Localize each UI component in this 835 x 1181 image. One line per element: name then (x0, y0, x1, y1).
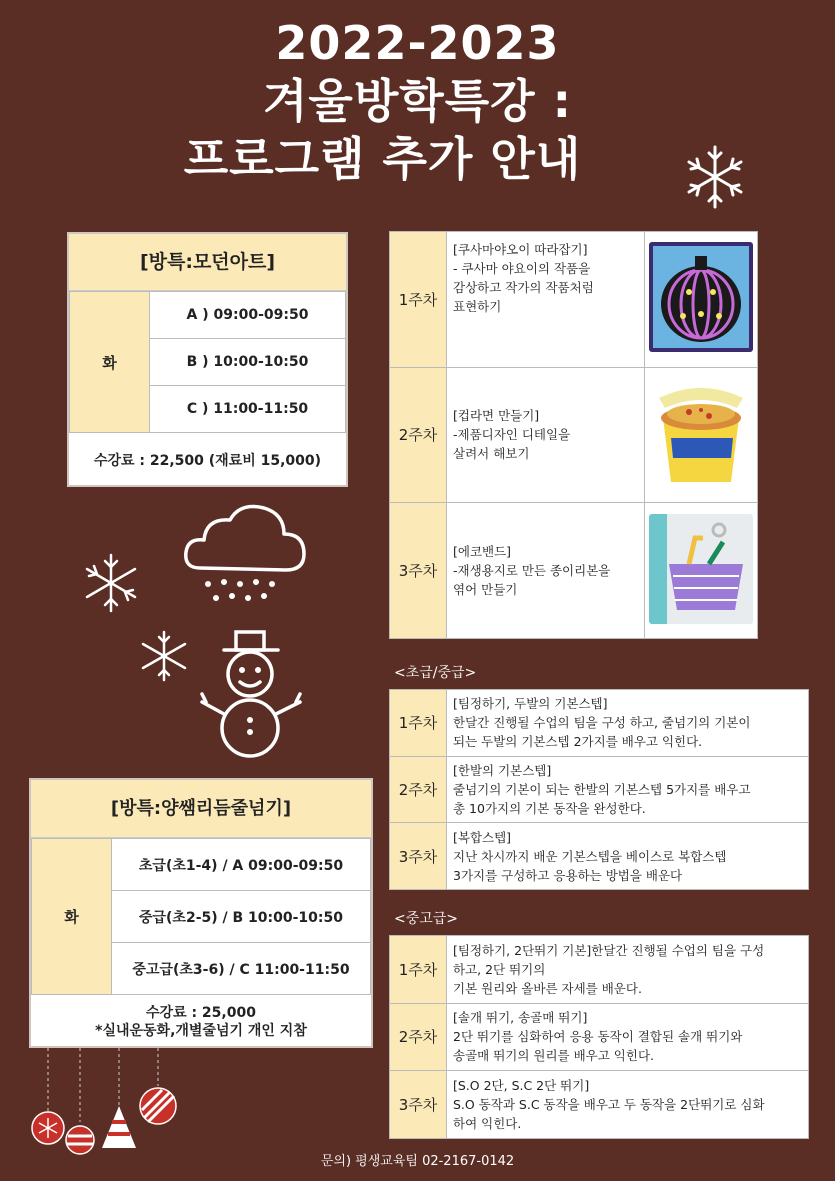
week-label: 1주차 (390, 690, 447, 757)
contact-footer: 문의) 평생교육팀 02-2167-0142 (320, 1154, 515, 1169)
modern-art-schedule (69, 291, 346, 433)
week-description: [솔개 뛰기, 송골매 뛰기] 2단 뛰기를 심화하여 응용 동작이 결합된 솔개 뛰기와 송골매 뛰기의 원리를 배우고 익힌다. (447, 1003, 809, 1071)
schedule-slot: A ) 09:00-09:50 (150, 292, 346, 339)
ornaments-decoration (24, 1048, 184, 1160)
jump-rope-fee (31, 995, 371, 1040)
snowman-icon (196, 628, 306, 758)
jump-rope-day: 화 (32, 839, 112, 995)
week-label: 1주차 (390, 232, 447, 368)
week-label: 2주차 (390, 367, 447, 503)
week-description: [쿠사마야오이 따라잡기] - 쿠사마 야요이의 작품을 감상하고 작가의 작품처럼 표현하기 (447, 232, 645, 368)
week-label: 2주차 (390, 756, 447, 823)
week-label: 2주차 (390, 1003, 447, 1071)
basket-image (645, 503, 758, 639)
week-description: [S.O 2단, S.C 2단 뛰기] S.O 동작과 S.C 동작을 배우고 두 동작을 2단뛰기로 심화 하여 익힌다. (447, 1071, 809, 1139)
art-weeks-table (389, 231, 758, 639)
week-label: 3주차 (390, 503, 447, 639)
jump-rope-schedule (31, 838, 371, 995)
jump-rope-box (29, 778, 373, 1048)
snowflake-icon (680, 142, 750, 212)
advanced-weeks-table (389, 935, 809, 1139)
modern-art-box (67, 232, 348, 487)
jump-rope-heading: [방특:양쌤리듬줄넘기] (31, 780, 371, 838)
advanced-section-label: <중고급> (394, 911, 459, 927)
pumpkin-art-image (645, 232, 758, 368)
title-line-3: 프로그램 추가 안내 (183, 132, 582, 186)
week-label: 1주차 (390, 936, 447, 1004)
jump-rope-fee-note: *실내운동화,개별줄넘기 개인 지참 (95, 1023, 307, 1039)
modern-art-day: 화 (70, 292, 150, 433)
jump-rope-fee-amount: 수강료 : 25,000 (146, 1005, 256, 1021)
week-description: [팀정하기, 두발의 기본스텝] 한달간 진행될 수업의 팀을 구성 하고, 줄넘기의 기본이 되는 두발의 기본스텝 2가지를 배우고 익힌다. (447, 690, 809, 757)
week-description: [컵라면 만들기] -제품디자인 디테일을 살려서 해보기 (447, 367, 645, 503)
week-label: 3주차 (390, 823, 447, 890)
title-line-2: 겨울방학특강 : (262, 74, 573, 128)
schedule-slot: 중고급(초3-6) / C 11:00-11:50 (112, 943, 371, 995)
schedule-slot: B ) 10:00-10:50 (150, 339, 346, 386)
week-description: [복합스텝] 지난 차시까지 배운 기본스텝을 베이스로 복합스텝 3가지를 구성하고 응용하는 방법을 배운다 (447, 823, 809, 890)
title-line-1: 2022-2023 (275, 16, 560, 70)
schedule-slot: C ) 11:00-11:50 (150, 386, 346, 433)
snowflake-icon (78, 550, 144, 616)
snowflake-icon (136, 628, 192, 684)
beginner-weeks-table (389, 689, 809, 890)
cloud-icon (180, 498, 310, 608)
week-description: [팀정하기, 2단뛰기 기본]한달간 진행될 수업의 팀을 구성 하고, 2단 뛰기의 기본 원리와 올바른 자세를 배운다. (447, 936, 809, 1004)
modern-art-heading: [방특:모던아트] (69, 234, 346, 291)
beginner-section-label: <초급/중급> (394, 665, 477, 681)
schedule-slot: 초급(초1-4) / A 09:00-09:50 (112, 839, 371, 891)
modern-art-fee: 수강료 : 22,500 (재료비 15,000) (93, 453, 322, 469)
cup-noodle-image (645, 367, 758, 503)
schedule-slot: 중급(초2-5) / B 10:00-10:50 (112, 891, 371, 943)
week-description: [한발의 기본스텝] 줄넘기의 기본이 되는 한발의 기본스텝 5가지를 배우고 총 10가지의 기본 동작을 완성한다. (447, 756, 809, 823)
week-label: 3주차 (390, 1071, 447, 1139)
week-description: [에코밴드] -재생용지로 만든 종이리본을 엮어 만들기 (447, 503, 645, 639)
